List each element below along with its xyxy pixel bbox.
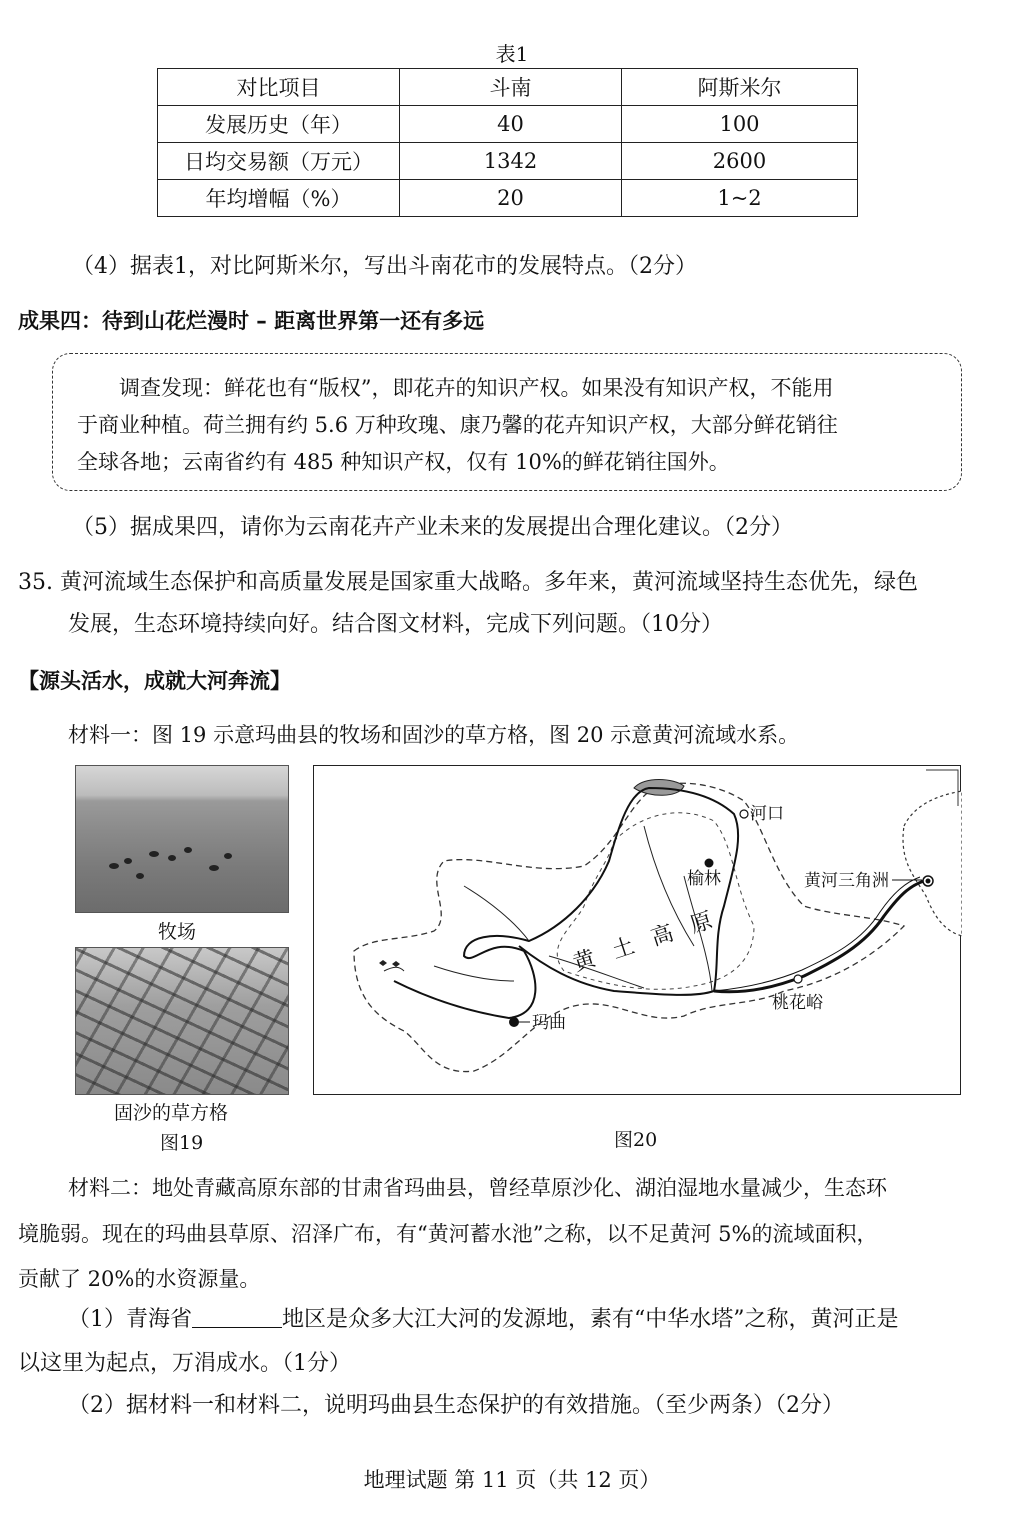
table-cell: 2600	[622, 143, 858, 180]
table-cell: 1342	[400, 143, 622, 180]
label-loess-plateau: 黄 土 高 原	[570, 906, 722, 977]
table-row	[158, 106, 858, 143]
table-cell: 40	[400, 106, 622, 143]
material-2-line1: 材料二：地处青藏高原东部的甘肃省玛曲县，曾经草原沙化、湖泊湿地水量减少，生态环	[68, 1176, 887, 1200]
label-maqu: 玛曲	[532, 1013, 566, 1033]
tributary	[384, 967, 404, 971]
question-4: （4）据表1，对比阿斯米尔，写出斗南花市的发展特点。（2分）	[72, 254, 697, 279]
survey-line: 于商业种植。荷兰拥有约 5.6 万种玫瑰、康乃馨的花卉知识产权，大部分鲜花销往	[77, 413, 838, 437]
table-row	[158, 143, 858, 180]
question-2: （2）据材料一和材料二，说明玛曲县生态保护的有效措施。（至少两条）（2分）	[68, 1393, 844, 1418]
hekou-marker	[740, 810, 748, 818]
map-drawing	[314, 766, 962, 1096]
table-cell: 年均增幅（%）	[158, 180, 400, 217]
caption-pasture: 牧场	[158, 921, 197, 943]
comparison-table	[157, 68, 858, 217]
label-yellow-river-delta: 黄河三角洲	[804, 871, 889, 891]
table-row	[158, 180, 858, 217]
question-35-line2: 发展，生态环境持续向好。结合图文材料，完成下列问题。（10分）	[68, 612, 723, 637]
table-header-cell: 阿斯米尔	[622, 69, 858, 106]
answer-blank[interactable]	[192, 1305, 282, 1328]
survey-line: 调查发现：鲜花也有“版权”，即花卉的知识产权。如果没有知识产权，不能用	[119, 376, 834, 400]
yellow-river-main	[394, 788, 738, 1018]
table-cell: 20	[400, 180, 622, 217]
question-1-suffix: 地区是众多大江大河的发源地，素有“中华水塔”之称，黄河正是	[282, 1307, 899, 1332]
label-taohuayu: 桃花峪	[772, 993, 823, 1013]
table-caption: 表1	[495, 42, 529, 66]
question-1-prefix: （1）青海省	[68, 1307, 192, 1332]
figure-19-label: 图19	[160, 1132, 204, 1154]
tributary	[464, 886, 529, 941]
taohuayu-marker	[794, 975, 802, 983]
figure-20-label: 图20	[614, 1129, 658, 1151]
table-header-cell: 斗南	[400, 69, 622, 106]
caption-grass-grid: 固沙的草方格	[114, 1102, 229, 1124]
table-cell: 发展历史（年）	[158, 106, 400, 143]
material-2-line3: 贡献了 20%的水资源量。	[18, 1267, 261, 1291]
label-hekou: 河口	[750, 804, 784, 824]
table-header-row	[158, 69, 858, 106]
section-title: 【源头活水，成就大河奔流】	[18, 669, 291, 693]
page-footer: 地理试题 第 11 页（共 12 页）	[363, 1468, 661, 1492]
table-cell: 100	[622, 106, 858, 143]
material-2-line2: 境脆弱。现在的玛曲县草原、沼泽广布，有“黄河蓄水池”之称，以不足黄河 5%的流域面积，	[18, 1222, 878, 1246]
bohai-sea	[903, 791, 962, 936]
yellow-river-map	[313, 765, 961, 1095]
survey-box	[52, 353, 962, 491]
label-yulin: 榆林	[687, 869, 721, 889]
sand-grass-grid-photo	[75, 947, 289, 1095]
material-1: 材料一：图 19 示意玛曲县的牧场和固沙的草方格，图 20 示意黄河流域水系。	[68, 723, 800, 747]
result-4-title: 成果四：待到山花烂漫时 – 距离世界第一还有多远	[18, 309, 485, 333]
pasture-animals	[76, 766, 288, 912]
yellow-river-lower	[714, 881, 924, 992]
table-header-cell: 对比项目	[158, 69, 400, 106]
pasture-photo	[75, 765, 289, 913]
table-cell: 1~2	[622, 180, 858, 217]
question-1-line2: 以这里为起点，万涓成水。（1分）	[18, 1351, 351, 1376]
tributary	[434, 966, 514, 981]
question-1-line1	[68, 1305, 899, 1335]
question-5: （5）据成果四，请你为云南花卉产业未来的发展提出合理化建议。（2分）	[72, 515, 793, 540]
yulin-marker	[705, 859, 714, 868]
table-cell: 日均交易额（万元）	[158, 143, 400, 180]
basin-boundary	[354, 783, 904, 1071]
survey-line: 全球各地；云南省约有 485 种知识产权，仅有 10%的鲜花销往国外。	[77, 450, 730, 474]
question-35-line1: 35. 黄河流域生态保护和高质量发展是国家重大战略。多年来，黄河流域坚持生态优先，绿色	[18, 570, 918, 595]
